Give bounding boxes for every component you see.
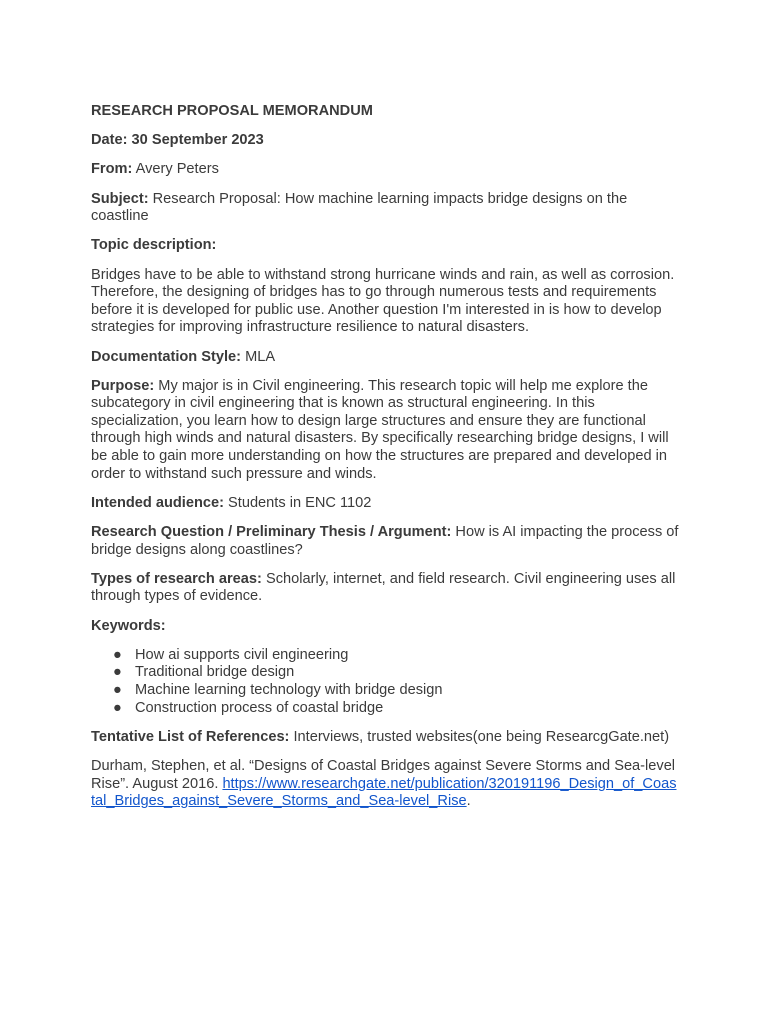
citation-link[interactable]: https://www.researchgate.net/publication/320191196_Design_of_Coastal_Bridges_against_Severe_Storms_and_Sea-level_Rise <box>91 775 677 810</box>
memo-from <box>91 161 680 179</box>
subject-label: Subject: <box>91 190 149 207</box>
keyword-text: How ai supports civil engineering <box>135 646 349 663</box>
documentation-style <box>91 349 680 367</box>
keywords-list <box>91 647 680 717</box>
topic-heading: Topic description: <box>91 237 217 254</box>
intended-audience <box>91 495 680 513</box>
audience-label: Intended audience: <box>91 494 224 511</box>
research-areas <box>91 571 680 606</box>
research-question <box>91 524 680 559</box>
list-item <box>91 647 680 665</box>
bullet-icon: ● <box>113 681 122 698</box>
list-item <box>91 700 680 718</box>
references <box>91 729 680 747</box>
memo-title: RESEARCH PROPOSAL MEMORANDUM <box>91 103 373 119</box>
purpose-value: My major is in Civil engineering. This research topic will help me explore the subcategory in civil engineering that is known as structural engineering. In this specialization, you learn how to design large structures and ensure they are functional through high winds and natural disasters. By specifically researching bridge designs, I will be able to gain more understanding on how the structures are prepared and developed in order to withstand such pressure and winds. <box>91 377 669 482</box>
from-label: From: <box>91 161 133 178</box>
citation-text: Durham, Stephen, et al. “Designs of Coastal Bridges against Severe Storms and Sea-level Rise”. August 2016. <box>91 757 676 792</box>
doc-style-value: MLA <box>241 348 276 365</box>
list-item <box>91 682 680 700</box>
citation <box>91 758 680 811</box>
from-value: Avery Peters <box>132 161 219 178</box>
memo-date: Date: 30 September 2023 <box>91 132 264 149</box>
areas-value: Scholarly, internet, and field research. Civil engineering uses all through types of evidence. <box>91 570 676 605</box>
refs-label: Tentative List of References: <box>91 728 290 745</box>
bullet-icon: ● <box>113 664 122 681</box>
areas-label: Types of research areas: <box>91 570 262 587</box>
keywords-heading: Keywords: <box>91 617 166 634</box>
question-label: Research Question / Preliminary Thesis / Argument: <box>91 524 452 541</box>
purpose <box>91 378 680 484</box>
doc-style-label: Documentation Style: <box>91 348 242 365</box>
memo-subject <box>91 191 680 226</box>
keyword-text: Construction process of coastal bridge <box>135 699 384 716</box>
question-value: How is AI impacting the process of bridge designs along coastlines? <box>91 524 679 558</box>
audience-value: Students in ENC 1102 <box>223 494 372 511</box>
bullet-icon: ● <box>113 646 122 663</box>
bullet-icon: ● <box>113 699 122 716</box>
purpose-label: Purpose: <box>91 377 155 394</box>
keyword-text: Machine learning technology with bridge design <box>135 681 443 698</box>
subject-value: Research Proposal: How machine learning impacts bridge designs on the coastline <box>91 190 628 225</box>
keyword-text: Traditional bridge design <box>135 664 295 681</box>
refs-value: Interviews, trusted websites(one being ResearcgGate.net) <box>289 728 670 745</box>
list-item <box>91 664 680 682</box>
citation-end: . <box>466 793 471 810</box>
topic-description: Bridges have to be able to withstand strong hurricane winds and rain, as well as corrosion. Therefore, the designing of bridges has to go through numerous tests and requirements before it is developed for public use. Another question I'm interested in is how to develop strategies for improving infrastructure resilience to natural disasters. <box>91 266 675 336</box>
